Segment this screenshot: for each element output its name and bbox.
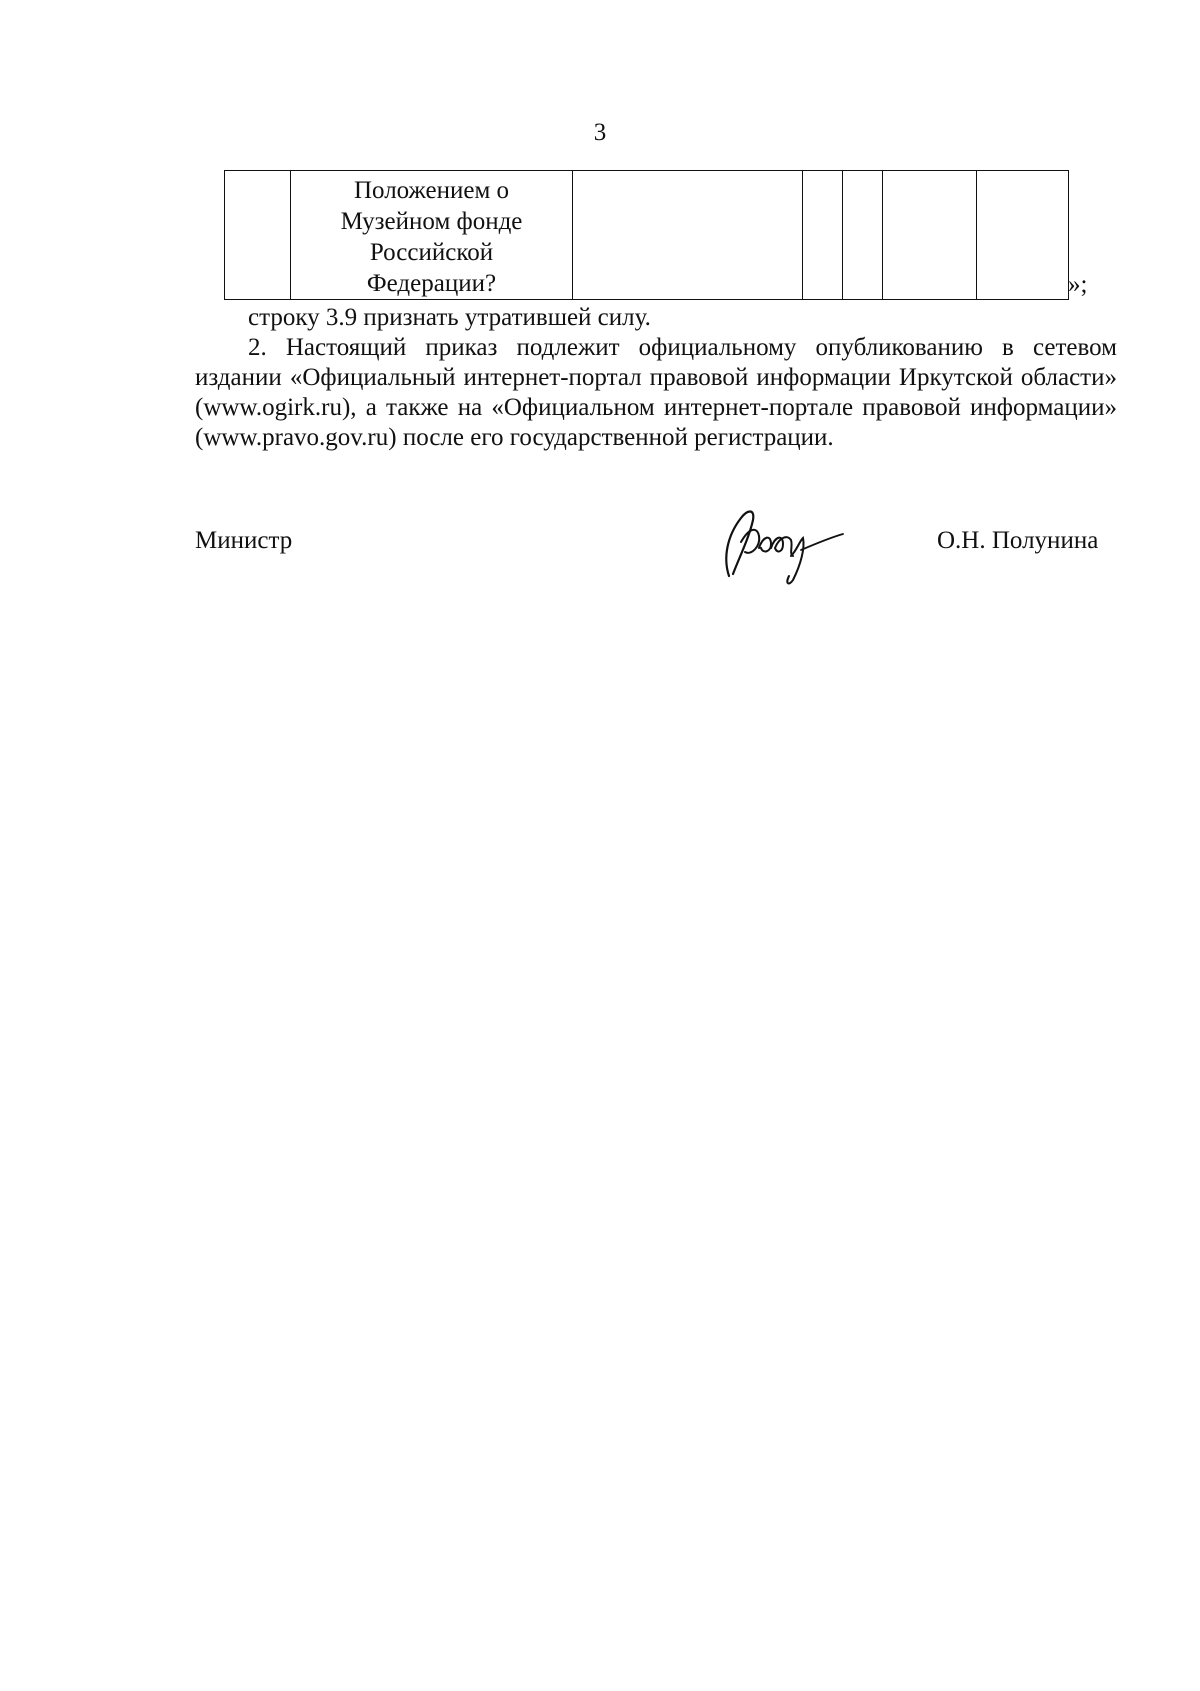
table-cell-empty-3 [803, 171, 843, 300]
table-cell-text-content: Положением о Музейном фонде Российской Федерации? [340, 177, 523, 297]
table-cell-empty-1 [225, 171, 291, 300]
document-body [195, 303, 1117, 453]
closing-quote-mark: »; [1068, 271, 1088, 298]
signatory-name: О.Н. Полунина [937, 527, 1099, 554]
table-cell-empty-2 [573, 171, 803, 300]
table-cell-empty-6 [977, 171, 1069, 300]
handwritten-signature [705, 498, 845, 588]
paragraph-publication: 2. Настоящий приказ подлежит официальному опубликованию в сетевом издании «Официальный интернет-портал правовой информации Иркутской области» (www.ogirk.ru), а также на «Официальном интернет-портале правовой информации» (www.pravo.gov.ru) после его государственной регистрации. [195, 334, 1117, 451]
continuation-table [224, 170, 1069, 300]
signatory-role: Министр [195, 527, 293, 554]
table-row [225, 171, 1069, 300]
page-number: 3 [593, 119, 607, 146]
line-repeal-row: строку 3.9 признать утратившей силу. [248, 304, 651, 331]
table-cell-empty-5 [883, 171, 977, 300]
table-cell-empty-4 [843, 171, 883, 300]
table-cell-text [291, 171, 573, 300]
